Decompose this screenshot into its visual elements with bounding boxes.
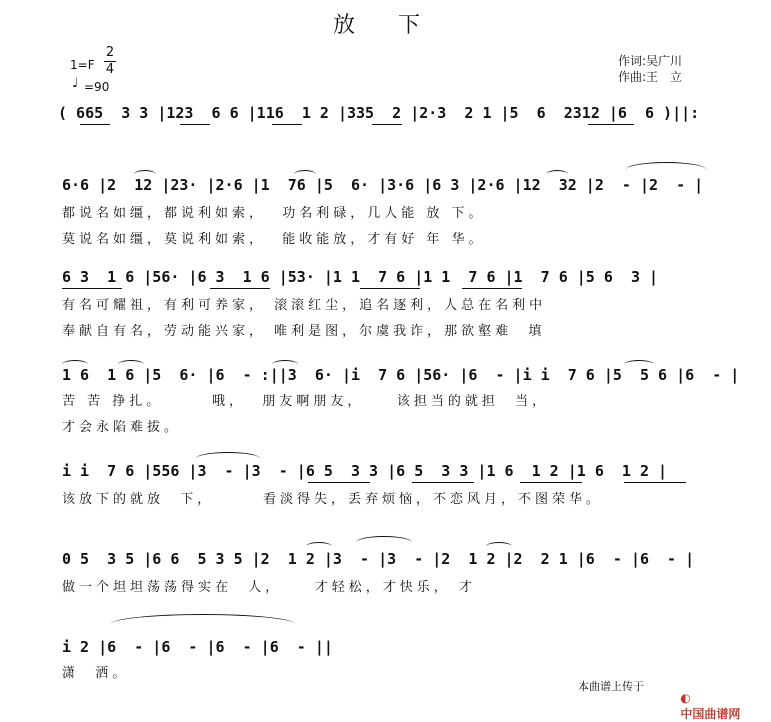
beam-line: [520, 482, 582, 483]
beam-line: [372, 124, 402, 125]
quarter-note-icon: ♩: [72, 76, 79, 91]
score-line-7-lyrics-1: 潇 洒。: [62, 666, 130, 681]
beam-line: [412, 482, 474, 483]
score-line-3-lyrics-2: 奉献自有名，劳动能兴家， 唯利是图，尔虞我诈，那欲壑难 填: [62, 324, 546, 339]
score-line-2-notes: 6·6 |2 12 |23· |2·6 |1 76 |5 6· |3·6 |6 3 |2·6 |12 32 |2 - |2 - |: [62, 176, 704, 194]
slur-arc: [294, 170, 316, 179]
score-line-2-lyrics-1: 都说名如缰，都说利如索， 功名利碌，几人能 放 下。: [62, 206, 486, 221]
slur-arc: [546, 170, 568, 179]
key-signature: 1=F: [70, 58, 95, 72]
beam-line: [462, 288, 522, 289]
site-logo: [672, 677, 740, 722]
score-line-2-lyrics-2: 莫说名如缰，莫说利如索， 能收能放，才有好 年 华。: [62, 232, 486, 247]
score-line-6-notes: 0 5 3 5 |6 6 5 3 5 |2 1 2 |3 - |3 - |2 1 2 |2 2 1 |6 - |6 - |: [62, 550, 695, 568]
time-signature-bottom: 4: [105, 62, 115, 77]
slur-arc: [306, 542, 332, 551]
slur-arc: [118, 360, 144, 369]
beam-line: [62, 288, 122, 289]
score-line-6-lyrics-1: 做一个坦坦荡荡得实在 人， 才轻松，才快乐， 才: [62, 580, 476, 595]
beam-line: [272, 124, 302, 125]
page-title: 放 下: [333, 13, 438, 38]
score-line-4-notes: 1 6 1 6 |5 6· |6 - :||3 6· |i 7 6 |56· |6 - |i i 7 6 |5 5 6 |6 - |: [62, 366, 740, 384]
beam-line: [210, 288, 270, 289]
score-line-4-lyrics-2: 才会永陷难拔。: [62, 420, 182, 435]
logo-mark-icon: ◐: [680, 691, 691, 705]
footer-note: 本曲谱上传于: [578, 680, 644, 693]
beam-line: [80, 124, 110, 125]
beam-line: [588, 124, 634, 125]
score-line-5-notes: i i 7 6 |556 |3 - |3 - |6 5 3 3 |6 5 3 3 |1 6 1 2 |1 6 1 2 |: [62, 462, 668, 480]
tie-arc: [196, 452, 260, 465]
slur-arc: [272, 360, 298, 369]
composer-credit: 作曲:王 立: [618, 70, 683, 84]
score-line-7-notes: i 2 |6 - |6 - |6 - |6 - ||: [62, 638, 333, 656]
beam-line: [624, 482, 686, 483]
score-line-1-notes: ( 665 3 3 |123 6 6 |116 1 2 |335 2 |2·3 2 1 |5 6 2312 |6 6 )||:: [58, 104, 700, 122]
score-line-5-lyrics-1: 该放下的就放 下， 看淡得失，丢弃烦恼，不恋风月，不图荣华。: [62, 492, 604, 507]
beam-line: [360, 288, 420, 289]
time-signature-top: 2: [105, 45, 115, 60]
slur-arc: [486, 542, 512, 551]
beam-line: [308, 482, 370, 483]
lyricist-credit: 作词:吴广川: [618, 54, 683, 68]
score-line-3-notes: 6 3 1 6 |56· |6 3 1 6 |53· |1 1 7 6 |1 1 7 6 |1 7 6 |5 6 3 |: [62, 268, 659, 286]
site-name: 中国曲谱网: [680, 707, 741, 721]
slur-arc: [624, 360, 654, 369]
tie-arc: [356, 536, 412, 549]
score-line-3-lyrics-1: 有名可耀祖，有利可养家， 滚滚红尘，追名逐利，人总在名利中: [62, 298, 547, 313]
slur-arc: [134, 170, 156, 179]
slur-arc: [62, 360, 88, 369]
tie-arc: [110, 614, 296, 635]
tie-arc: [626, 162, 706, 177]
tempo-marking: =90: [84, 80, 110, 94]
beam-line: [180, 124, 210, 125]
score-line-4-lyrics-1: 苦 苦 挣扎。 哦， 朋友啊朋友， 该担当的就担 当，: [62, 394, 550, 409]
